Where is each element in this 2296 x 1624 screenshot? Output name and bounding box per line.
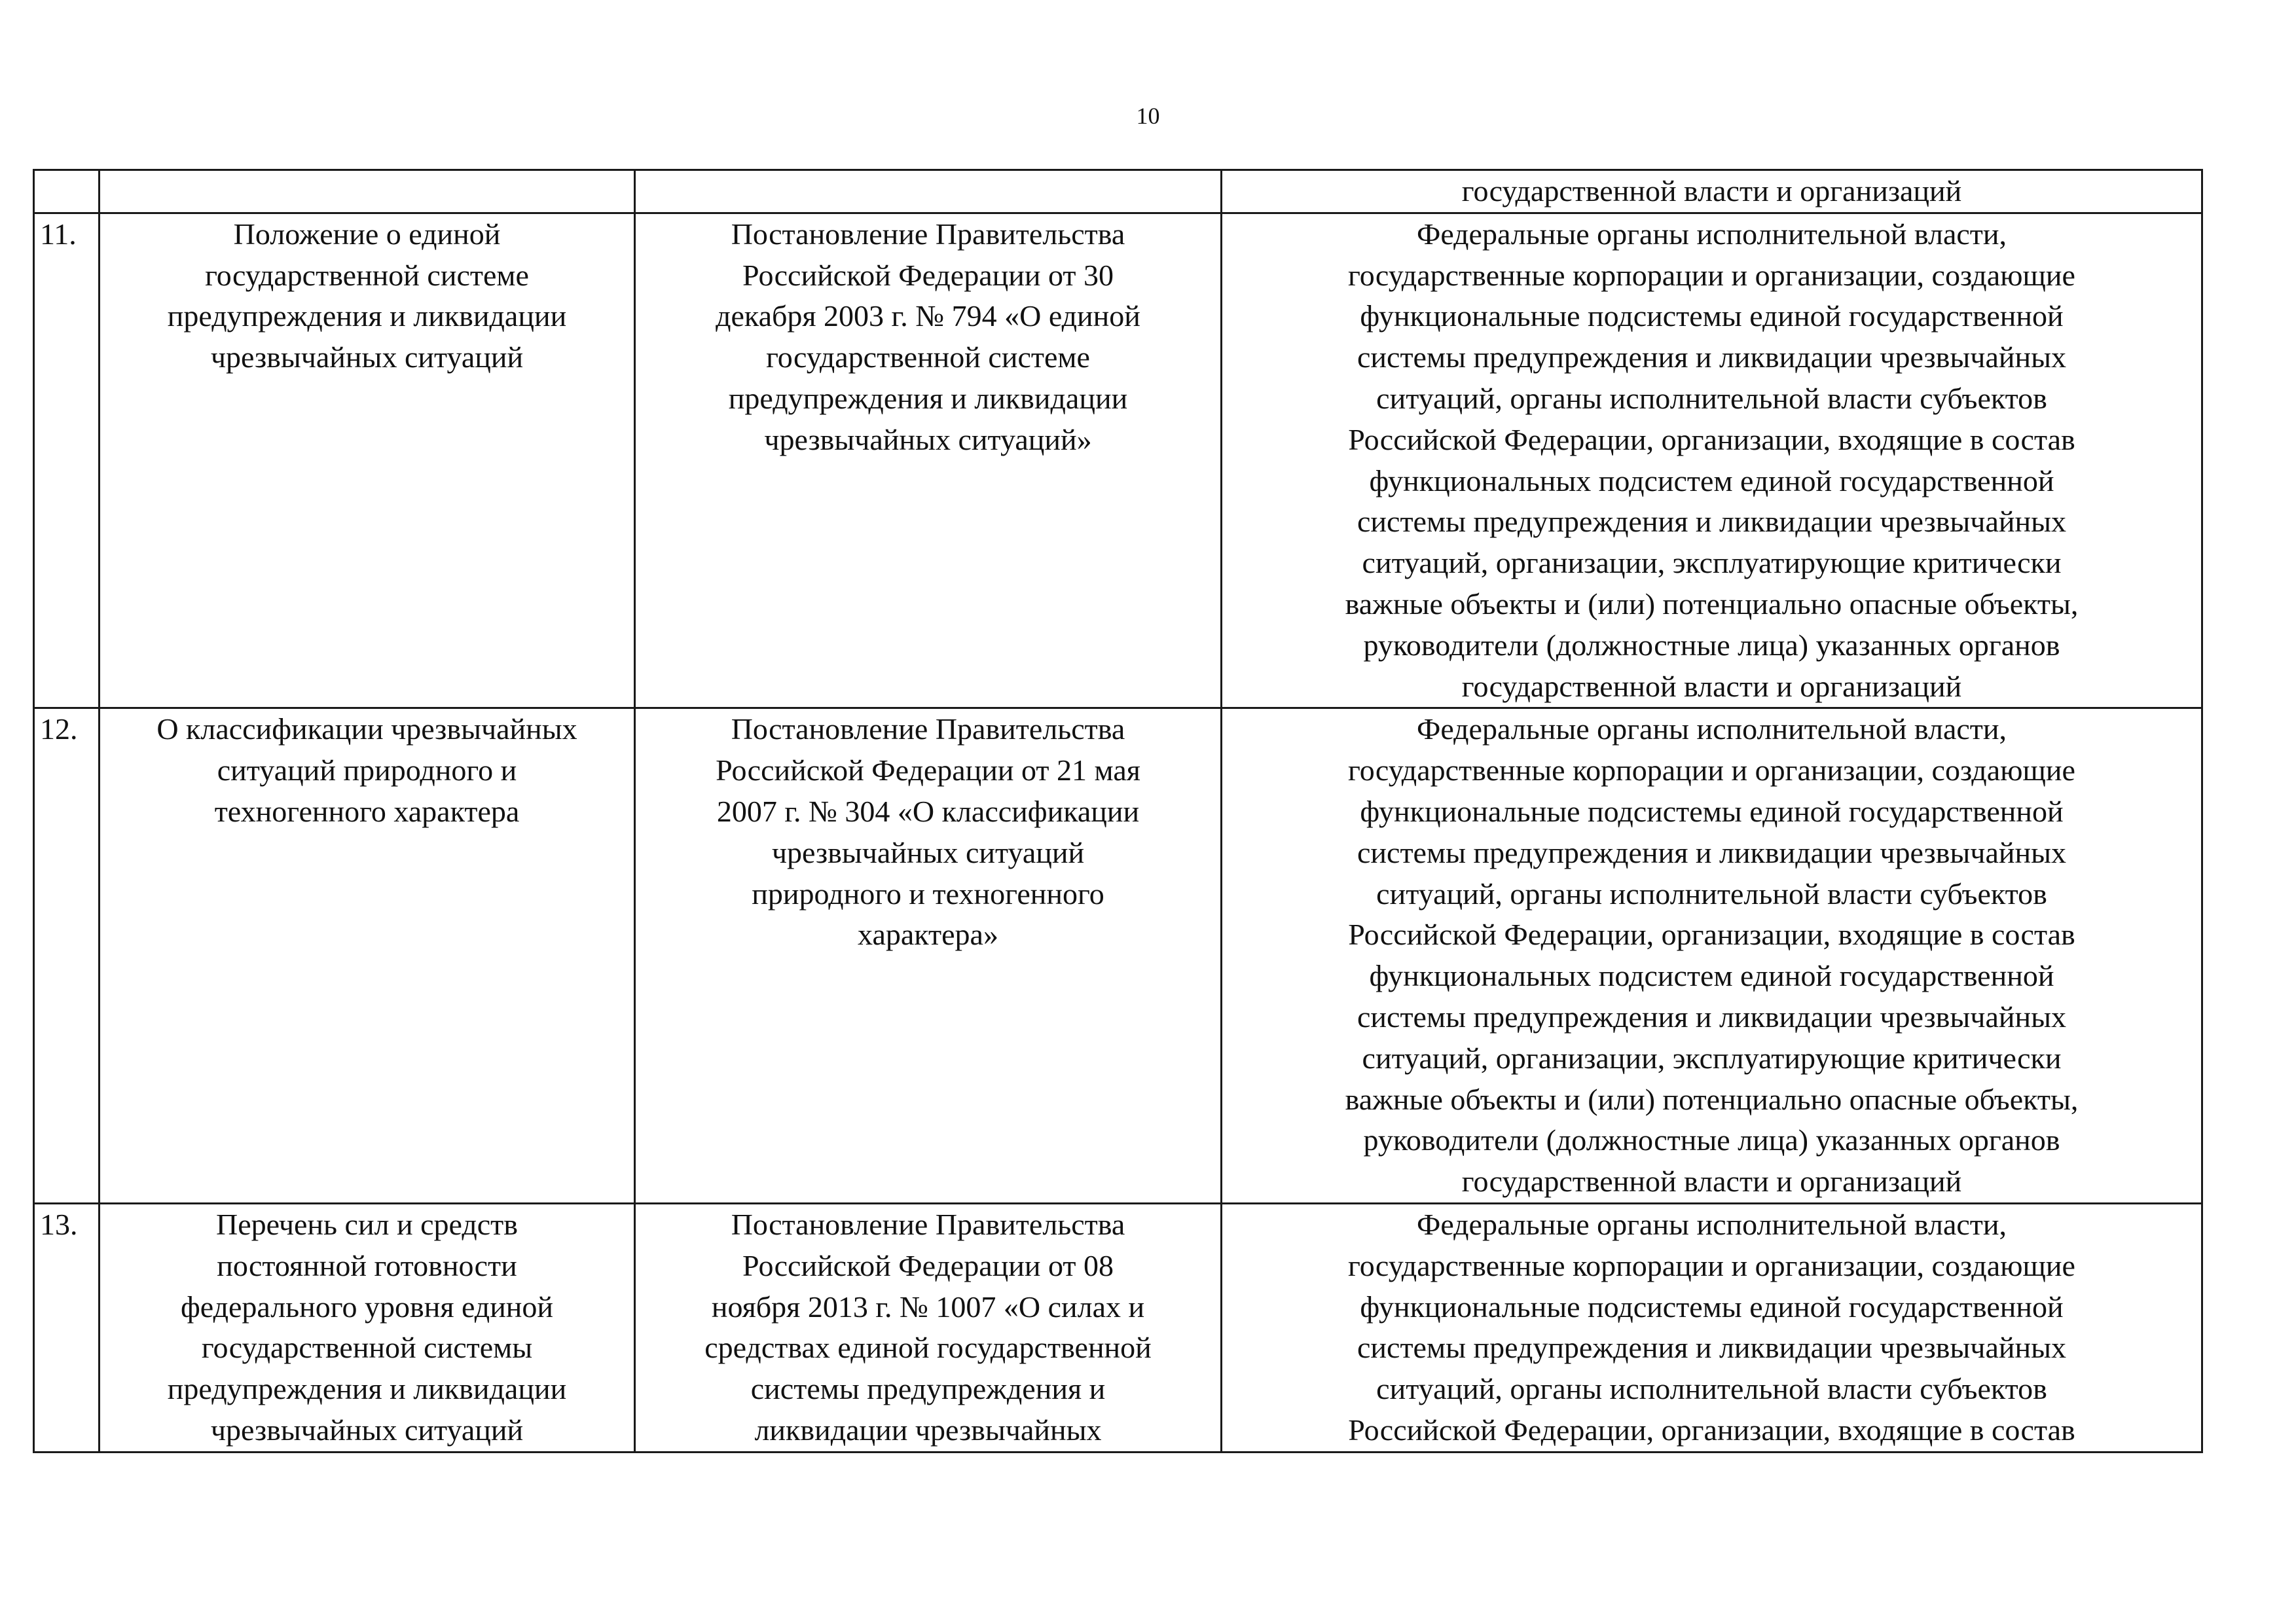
document-name-cell — [100, 170, 635, 213]
regulations-table — [33, 169, 2203, 1453]
legal-act-cell: Постановление Правительства Российской Федерации от 30 декабря 2003 г. № 794 «О единой государственной системе предупреждения и ликвидации чрезвычайных ситуаций» — [635, 213, 1222, 708]
row-number-cell: 12. — [34, 708, 100, 1204]
page-number: 10 — [1136, 103, 1160, 129]
subjects-cell: Федеральные органы исполнительной власти, государственные корпорации и организации, создающие функциональные подсистемы единой государственной системы предупреждения и ликвидации чрезвычайных ситуаций, органы исполнительной власти субъектов Российской Федерации, организации, входящие в состав — [1222, 1203, 2202, 1452]
document-name-cell: Перечень сил и средств постоянной готовности федерального уровня единой государственной системы предупреждения и ликвидации чрезвычайных ситуаций — [100, 1203, 635, 1452]
row-number-cell — [34, 170, 100, 213]
table-row-continuation — [34, 170, 2202, 213]
subjects-cell: Федеральные органы исполнительной власти, государственные корпорации и организации, создающие функциональные подсистемы единой государственной системы предупреждения и ликвидации чрезвычайных ситуаций, органы исполнительной власти субъектов Российской Федерации, организации, входящие в состав функциональных подсистем единой государственной системы предупреждения и ликвидации чрезвычайных ситуаций, организации, эксплуатирующие критически важные объекты и (или) потенциально опасные объекты, руководители (должностные лица) указанных органов государственной власти и организаций — [1222, 213, 2202, 708]
table-row — [34, 708, 2202, 1204]
table-row — [34, 213, 2202, 708]
legal-act-cell — [635, 170, 1222, 213]
legal-act-cell: Постановление Правительства Российской Федерации от 08 ноября 2013 г. № 1007 «О силах и средствах единой государственной системы предупреждения и ликвидации чрезвычайных — [635, 1203, 1222, 1452]
subjects-cell: Федеральные органы исполнительной власти, государственные корпорации и организации, создающие функциональные подсистемы единой государственной системы предупреждения и ликвидации чрезвычайных ситуаций, органы исполнительной власти субъектов Российской Федерации, организации, входящие в состав функциональных подсистем единой государственной системы предупреждения и ликвидации чрезвычайных ситуаций, организации, эксплуатирующие критически важные объекты и (или) потенциально опасные объекты, руководители (должностные лица) указанных органов государственной власти и организаций — [1222, 708, 2202, 1204]
legal-act-cell: Постановление Правительства Российской Федерации от 21 мая 2007 г. № 304 «О классификации чрезвычайных ситуаций природного и техногенного характера» — [635, 708, 1222, 1204]
document-name-cell: О классификации чрезвычайных ситуаций природного и техногенного характера — [100, 708, 635, 1204]
subjects-cell: государственной власти и организаций — [1222, 170, 2202, 213]
row-number-cell: 11. — [34, 213, 100, 708]
table-row — [34, 1203, 2202, 1452]
document-name-cell: Положение о единой государственной системе предупреждения и ликвидации чрезвычайных ситуаций — [100, 213, 635, 708]
row-number-cell: 13. — [34, 1203, 100, 1452]
